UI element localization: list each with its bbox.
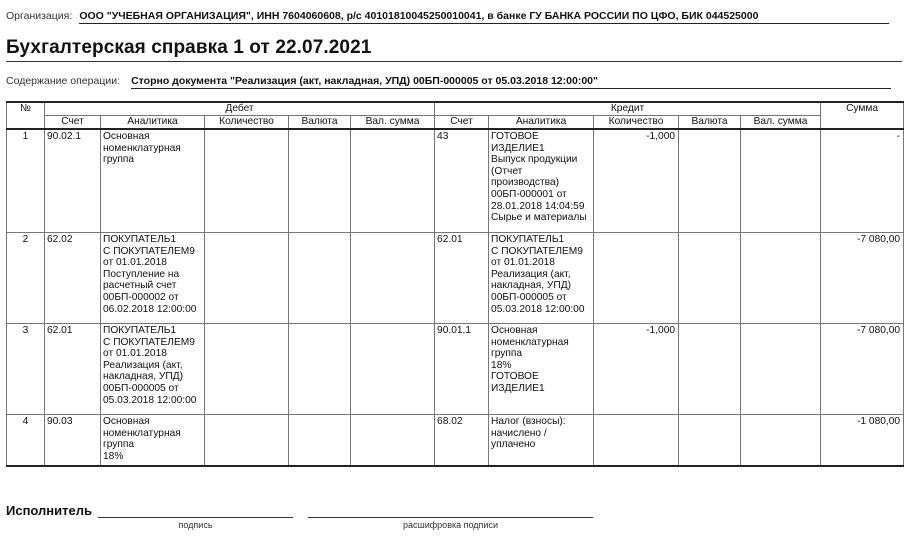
header-debit-currency: Валюта [289, 116, 351, 130]
header-credit-currency-sum: Вал. сумма [741, 116, 821, 130]
header-credit-quantity: Количество [594, 116, 679, 130]
credit-analytics [489, 415, 594, 467]
analytics-line: 18% [103, 450, 124, 462]
analytics-line: накладная, УПД) [103, 371, 183, 383]
row-number: 1 [7, 129, 45, 233]
table-row [7, 324, 904, 415]
table-row [7, 415, 904, 467]
debit-quantity [205, 415, 289, 467]
header-credit-account: Счет [435, 116, 489, 130]
credit-currency [679, 415, 741, 467]
organization-value: ООО "УЧЕБНАЯ ОРГАНИЗАЦИЯ", ИНН 7604060608, р/с 40101810045250010041, в банке ГУ БАНКА РОССИИ ПО ЦФО, БИК 044525000 [79, 10, 889, 24]
header-debit: Дебет [45, 102, 435, 116]
credit-account: 90.01.1 [435, 324, 489, 415]
debit-currency [289, 324, 351, 415]
debit-quantity [205, 233, 289, 324]
header-debit-quantity: Количество [205, 116, 289, 130]
analytics-line: 28.01.2018 14:04:59 [491, 200, 585, 212]
signature-line [98, 517, 293, 518]
analytics-line: от 01.01.2018 [103, 257, 167, 269]
row-amount: -7 080,00 [821, 324, 904, 415]
debit-analytics [101, 324, 205, 415]
row-amount: -7 080,00 [821, 233, 904, 324]
analytics-line: Поступление на [103, 268, 180, 280]
analytics-line: Сырье и материалы [491, 212, 587, 224]
debit-account: 62.02 [45, 233, 101, 324]
analytics-line: группа [103, 154, 135, 166]
row-number: 4 [7, 415, 45, 467]
analytics-line: 18% [491, 359, 512, 371]
row-number: 3 [7, 324, 45, 415]
credit-account: 43 [435, 129, 489, 233]
table-row [7, 129, 904, 233]
credit-quantity [594, 233, 679, 324]
page-title: Бухгалтерская справка 1 от 22.07.2021 [6, 37, 372, 58]
analytics-line: расчетный счет [103, 280, 177, 292]
header-credit-analytics: Аналитика [489, 116, 594, 130]
analytics-line: (Отчет [491, 165, 523, 177]
debit-analytics [101, 129, 205, 233]
analytics-line: 00БП-000001 от [491, 188, 567, 200]
analytics-line: ПОКУПАТЕЛЬ1 [103, 325, 177, 336]
credit-account: 68.02 [435, 415, 489, 467]
credit-analytics [489, 129, 594, 233]
debit-currency [289, 129, 351, 233]
debit-analytics [101, 415, 205, 467]
analytics-line: Налог (взносы): [491, 416, 566, 427]
debit-currency-sum [351, 415, 435, 467]
analytics-line: ИЗДЕЛИЕ1 [491, 382, 545, 394]
debit-currency [289, 415, 351, 467]
debit-quantity [205, 129, 289, 233]
signature-decode-line [308, 517, 593, 518]
analytics-line: С ПОКУПАТЕЛЕМ9 [103, 336, 195, 348]
credit-quantity: -1,000 [594, 324, 679, 415]
table-row [7, 233, 904, 324]
row-number: 2 [7, 233, 45, 324]
analytics-line: ПОКУПАТЕЛЬ1 [491, 234, 565, 245]
credit-analytics [489, 233, 594, 324]
analytics-line: Реализация (акт, [491, 268, 571, 280]
analytics-line: ИЗДЕЛИЕ1 [491, 142, 545, 154]
operation-row [6, 75, 891, 89]
signature-block [6, 503, 706, 537]
signature-caption: подпись [178, 520, 213, 530]
analytics-line: Основная [103, 416, 150, 427]
operation-value: Сторно документа "Реализация (акт, накладная, УПД) 00БП-000005 от 05.03.2018 12:00:00" [131, 75, 891, 89]
analytics-line: уплачено [491, 439, 536, 451]
debit-account: 90.03 [45, 415, 101, 467]
header-debit-account: Счет [45, 116, 101, 130]
analytics-line: 00БП-000005 от [103, 382, 179, 394]
credit-currency [679, 233, 741, 324]
debit-currency-sum [351, 233, 435, 324]
analytics-line: С ПОКУПАТЕЛЕМ9 [103, 245, 195, 257]
analytics-line: Выпуск продукции [491, 154, 578, 166]
analytics-line: Реализация (акт, [103, 359, 183, 371]
credit-quantity: -1,000 [594, 129, 679, 233]
analytics-line: ГОТОВОЕ [491, 131, 539, 142]
debit-currency-sum [351, 129, 435, 233]
executor-label: Исполнитель [6, 503, 92, 518]
credit-currency-sum [741, 233, 821, 324]
analytics-line: 05.03.2018 12:00:00 [491, 303, 585, 315]
debit-account: 90.02.1 [45, 129, 101, 233]
header-sum: Сумма [821, 102, 904, 129]
debit-quantity [205, 324, 289, 415]
analytics-line: 00БП-000005 от [491, 291, 567, 303]
debit-account: 62.01 [45, 324, 101, 415]
header-credit: Кредит [435, 102, 821, 116]
credit-currency-sum [741, 415, 821, 467]
debit-currency [289, 233, 351, 324]
credit-analytics [489, 324, 594, 415]
analytics-line: номенклатурная [103, 427, 181, 439]
analytics-line: производства) [491, 177, 560, 189]
analytics-line: Основная [491, 325, 538, 336]
credit-currency [679, 129, 741, 233]
analytics-line: от 01.01.2018 [491, 257, 555, 269]
organization-row [6, 10, 902, 26]
header-debit-analytics: Аналитика [101, 116, 205, 130]
analytics-line: номенклатурная [491, 336, 569, 348]
header-debit-currency-sum: Вал. сумма [351, 116, 435, 130]
title-divider [6, 61, 902, 62]
credit-currency [679, 324, 741, 415]
organization-label: Организация: [6, 10, 73, 22]
entries-table [6, 101, 904, 467]
credit-account: 62.01 [435, 233, 489, 324]
analytics-line: 05.03.2018 12:00:00 [103, 394, 197, 406]
analytics-line: номенклатурная [103, 142, 181, 154]
analytics-line: Основная [103, 131, 150, 142]
credit-currency-sum [741, 324, 821, 415]
operation-label: Содержание операции: [6, 75, 120, 87]
analytics-line: группа [491, 348, 523, 360]
analytics-line: 06.02.2018 12:00:00 [103, 303, 197, 315]
header-number: № [7, 102, 45, 129]
debit-currency-sum [351, 324, 435, 415]
header-credit-currency: Валюта [679, 116, 741, 130]
analytics-line: начислено / [491, 427, 547, 439]
analytics-line: ГОТОВОЕ [491, 371, 539, 383]
row-amount: -1 080,00 [821, 415, 904, 467]
debit-analytics [101, 233, 205, 324]
row-amount: - [821, 129, 904, 233]
analytics-line: от 01.01.2018 [103, 348, 167, 360]
analytics-line: С ПОКУПАТЕЛЕМ9 [491, 245, 583, 257]
credit-currency-sum [741, 129, 821, 233]
analytics-line: 00БП-000002 от [103, 291, 179, 303]
credit-quantity [594, 415, 679, 467]
analytics-line: группа [103, 439, 135, 451]
signature-decode-caption: расшифровка подписи [403, 520, 498, 530]
analytics-line: накладная, УПД) [491, 280, 572, 292]
analytics-line: ПОКУПАТЕЛЬ1 [103, 234, 177, 245]
